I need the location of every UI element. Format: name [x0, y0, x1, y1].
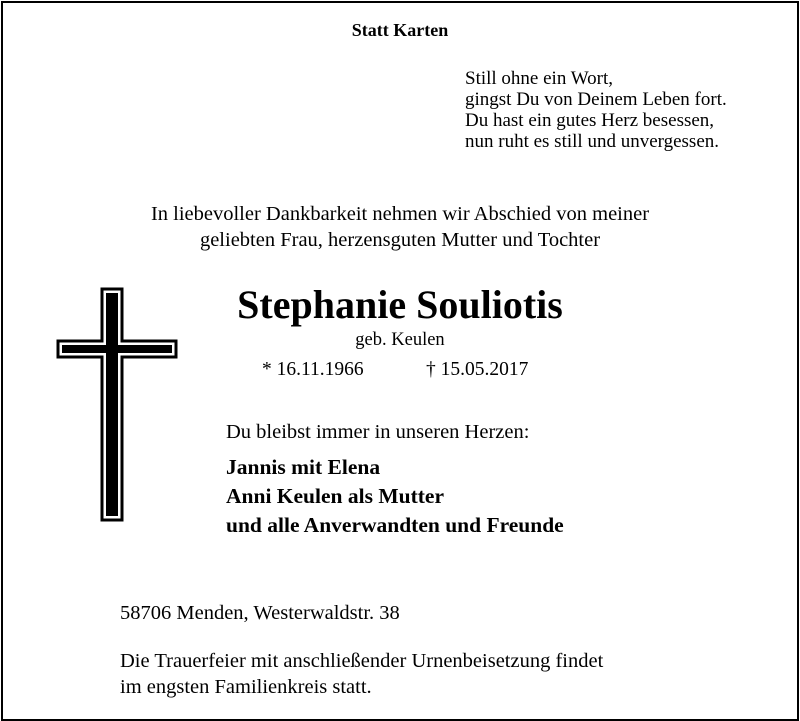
- poem: [465, 68, 727, 152]
- death-date: † 15.05.2017: [426, 359, 529, 380]
- poem-line: Du hast ein gutes Herz besessen,: [465, 110, 715, 131]
- birth-name: geb. Keulen: [355, 330, 445, 350]
- address: 58706 Menden, Westerwaldstr. 38: [120, 602, 400, 624]
- notice-line: Die Trauerfeier mit anschließender Urnenbeisetzung findet: [120, 650, 604, 672]
- poem-line: gingst Du von Deinem Leben fort.: [465, 89, 727, 110]
- mourner-name: Anni Keulen als Mutter: [226, 484, 444, 508]
- intro-text: [0, 201, 800, 253]
- mourner-name: Jannis mit Elena: [226, 455, 381, 479]
- intro-line: In liebevoller Dankbarkeit nehmen wir Abschied von meiner: [150, 203, 650, 225]
- farewell-line: Du bleibst immer in unseren Herzen:: [226, 421, 530, 443]
- intro-line: geliebten Frau, herzensguten Mutter und Tochter: [199, 229, 601, 251]
- deceased-name: Stephanie Souliotis: [237, 282, 563, 327]
- notice-heading: Statt Karten: [351, 20, 449, 40]
- mourner-name: und alle Anverwandten und Freunde: [226, 513, 564, 537]
- mourners-list: [226, 453, 564, 540]
- birth-date: * 16.11.1966: [262, 359, 364, 380]
- funeral-notice: [120, 648, 603, 700]
- poem-line: Still ohne ein Wort,: [465, 68, 614, 89]
- notice-line: im engsten Familienkreis statt.: [120, 676, 372, 698]
- poem-line: nun ruht es still und unvergessen.: [465, 131, 720, 152]
